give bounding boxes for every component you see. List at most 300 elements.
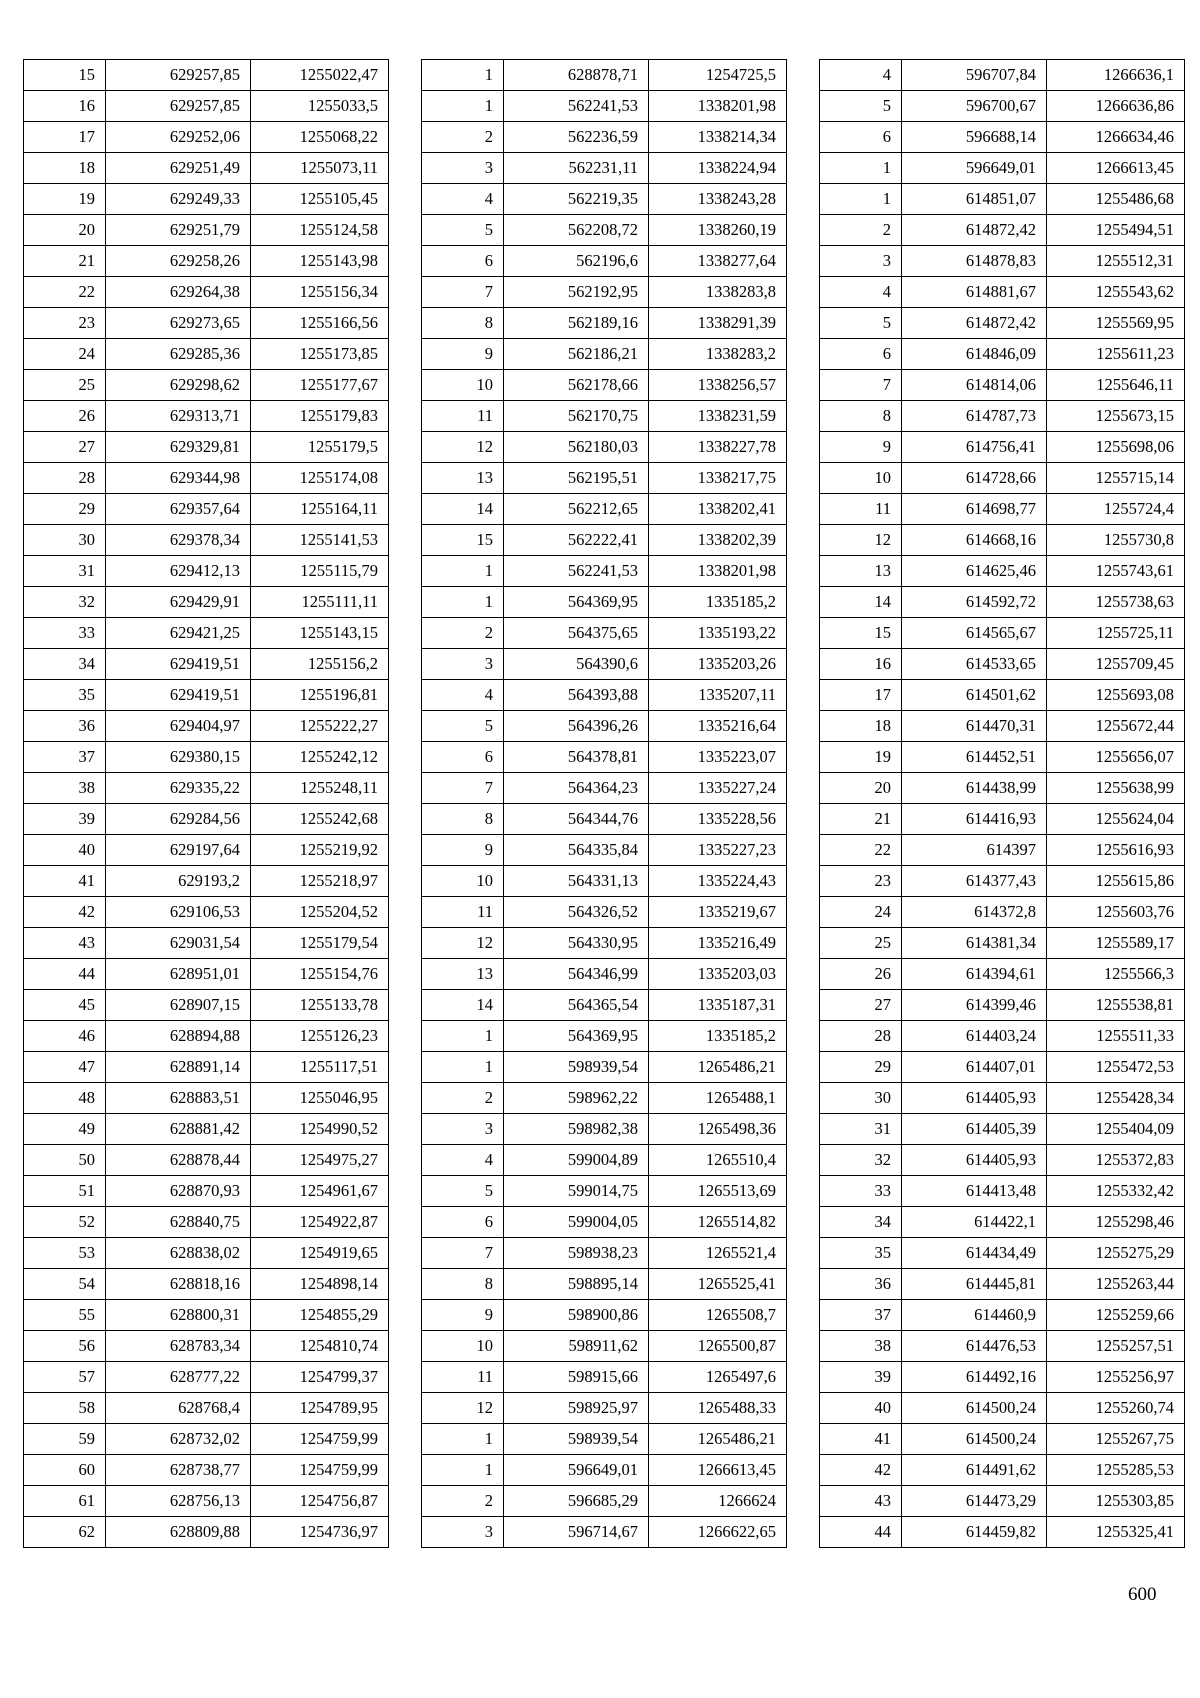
- y-coordinate-cell: 1255179,54: [251, 928, 389, 959]
- x-coordinate-cell: 628894,88: [106, 1021, 251, 1052]
- point-number-cell: 3: [422, 1517, 504, 1548]
- table-row: [24, 1238, 389, 1269]
- y-coordinate-cell: 1255174,08: [251, 463, 389, 494]
- y-coordinate-cell: 1335207,11: [649, 680, 787, 711]
- x-coordinate-cell: 614416,93: [902, 804, 1047, 835]
- point-number-cell: 1: [820, 184, 902, 215]
- point-number-cell: 19: [24, 184, 106, 215]
- table-row: [820, 742, 1185, 773]
- y-coordinate-cell: 1338201,98: [649, 91, 787, 122]
- table-row: [24, 1331, 389, 1362]
- point-number-cell: 11: [820, 494, 902, 525]
- x-coordinate-cell: 629329,81: [106, 432, 251, 463]
- point-number-cell: 12: [422, 432, 504, 463]
- y-coordinate-cell: 1338283,2: [649, 339, 787, 370]
- x-coordinate-cell: 614501,62: [902, 680, 1047, 711]
- table-row: [24, 1207, 389, 1238]
- y-coordinate-cell: 1335223,07: [649, 742, 787, 773]
- y-coordinate-cell: 1255511,33: [1047, 1021, 1185, 1052]
- y-coordinate-cell: 1254725,5: [649, 60, 787, 91]
- point-number-cell: 42: [820, 1455, 902, 1486]
- point-number-cell: 13: [820, 556, 902, 587]
- coordinates-table-2: [421, 59, 787, 1548]
- x-coordinate-cell: 614405,93: [902, 1083, 1047, 1114]
- x-coordinate-cell: 614452,51: [902, 742, 1047, 773]
- x-coordinate-cell: 614814,06: [902, 370, 1047, 401]
- y-coordinate-cell: 1335185,2: [649, 1021, 787, 1052]
- x-coordinate-cell: 598925,97: [504, 1393, 649, 1424]
- y-coordinate-cell: 1265488,1: [649, 1083, 787, 1114]
- y-coordinate-cell: 1255166,56: [251, 308, 389, 339]
- y-coordinate-cell: 1255242,68: [251, 804, 389, 835]
- table-row: [422, 1362, 787, 1393]
- x-coordinate-cell: 614592,72: [902, 587, 1047, 618]
- table-row: [820, 959, 1185, 990]
- x-coordinate-cell: 614438,99: [902, 773, 1047, 804]
- y-coordinate-cell: 1338231,59: [649, 401, 787, 432]
- table-row: [820, 866, 1185, 897]
- table-row: [24, 742, 389, 773]
- table-row: [24, 122, 389, 153]
- point-number-cell: 33: [24, 618, 106, 649]
- x-coordinate-cell: 614500,24: [902, 1424, 1047, 1455]
- x-coordinate-cell: 614500,24: [902, 1393, 1047, 1424]
- point-number-cell: 10: [422, 1331, 504, 1362]
- point-number-cell: 44: [820, 1517, 902, 1548]
- point-number-cell: 20: [24, 215, 106, 246]
- y-coordinate-cell: 1265488,33: [649, 1393, 787, 1424]
- x-coordinate-cell: 614787,73: [902, 401, 1047, 432]
- y-coordinate-cell: 1265525,41: [649, 1269, 787, 1300]
- x-coordinate-cell: 628818,16: [106, 1269, 251, 1300]
- table-row: [422, 494, 787, 525]
- table-row: [820, 1052, 1185, 1083]
- x-coordinate-cell: 564330,95: [504, 928, 649, 959]
- y-coordinate-cell: 1255219,92: [251, 835, 389, 866]
- table-row: [820, 773, 1185, 804]
- y-coordinate-cell: 1255730,8: [1047, 525, 1185, 556]
- point-number-cell: 30: [24, 525, 106, 556]
- point-number-cell: 9: [820, 432, 902, 463]
- y-coordinate-cell: 1255298,46: [1047, 1207, 1185, 1238]
- table-row: [820, 1145, 1185, 1176]
- table-row: [24, 866, 389, 897]
- point-number-cell: 22: [820, 835, 902, 866]
- table-row: [422, 1114, 787, 1145]
- point-number-cell: 15: [24, 60, 106, 91]
- x-coordinate-cell: 614399,46: [902, 990, 1047, 1021]
- y-coordinate-cell: 1254756,87: [251, 1486, 389, 1517]
- y-coordinate-cell: 1255267,75: [1047, 1424, 1185, 1455]
- y-coordinate-cell: 1265497,6: [649, 1362, 787, 1393]
- y-coordinate-cell: 1255673,15: [1047, 401, 1185, 432]
- x-coordinate-cell: 629249,33: [106, 184, 251, 215]
- y-coordinate-cell: 1255257,51: [1047, 1331, 1185, 1362]
- table-row: [422, 1393, 787, 1424]
- x-coordinate-cell: 614491,62: [902, 1455, 1047, 1486]
- y-coordinate-cell: 1255256,97: [1047, 1362, 1185, 1393]
- table-row: [422, 1486, 787, 1517]
- point-number-cell: 4: [422, 184, 504, 215]
- table-row: [820, 339, 1185, 370]
- x-coordinate-cell: 614403,24: [902, 1021, 1047, 1052]
- x-coordinate-cell: 629344,98: [106, 463, 251, 494]
- x-coordinate-cell: 629429,91: [106, 587, 251, 618]
- table-row: [422, 1331, 787, 1362]
- y-coordinate-cell: 1254736,97: [251, 1517, 389, 1548]
- x-coordinate-cell: 614533,65: [902, 649, 1047, 680]
- y-coordinate-cell: 1255372,83: [1047, 1145, 1185, 1176]
- table-row: [820, 835, 1185, 866]
- table-row: [820, 277, 1185, 308]
- x-coordinate-cell: 614473,29: [902, 1486, 1047, 1517]
- point-number-cell: 29: [24, 494, 106, 525]
- y-coordinate-cell: 1254855,29: [251, 1300, 389, 1331]
- y-coordinate-cell: 1338202,39: [649, 525, 787, 556]
- y-coordinate-cell: 1335185,2: [649, 587, 787, 618]
- y-coordinate-cell: 1255589,17: [1047, 928, 1185, 959]
- point-number-cell: 1: [422, 1424, 504, 1455]
- y-coordinate-cell: 1255179,83: [251, 401, 389, 432]
- table-row: [422, 339, 787, 370]
- table-row: [422, 1269, 787, 1300]
- table-row: [422, 1517, 787, 1548]
- y-coordinate-cell: 1335224,43: [649, 866, 787, 897]
- x-coordinate-cell: 562219,35: [504, 184, 649, 215]
- x-coordinate-cell: 562189,16: [504, 308, 649, 339]
- y-coordinate-cell: 1255124,58: [251, 215, 389, 246]
- x-coordinate-cell: 596685,29: [504, 1486, 649, 1517]
- table-row: [422, 897, 787, 928]
- y-coordinate-cell: 1265510,4: [649, 1145, 787, 1176]
- y-coordinate-cell: 1255046,95: [251, 1083, 389, 1114]
- y-coordinate-cell: 1266624: [649, 1486, 787, 1517]
- point-number-cell: 38: [820, 1331, 902, 1362]
- y-coordinate-cell: 1255196,81: [251, 680, 389, 711]
- point-number-cell: 24: [24, 339, 106, 370]
- x-coordinate-cell: 599014,75: [504, 1176, 649, 1207]
- y-coordinate-cell: 1335219,67: [649, 897, 787, 928]
- point-number-cell: 2: [422, 1083, 504, 1114]
- y-coordinate-cell: 1338217,75: [649, 463, 787, 494]
- point-number-cell: 1: [422, 91, 504, 122]
- y-coordinate-cell: 1255173,85: [251, 339, 389, 370]
- point-number-cell: 3: [422, 1114, 504, 1145]
- x-coordinate-cell: 564335,84: [504, 835, 649, 866]
- table-row: [422, 1052, 787, 1083]
- y-coordinate-cell: 1255115,79: [251, 556, 389, 587]
- y-coordinate-cell: 1255743,61: [1047, 556, 1185, 587]
- x-coordinate-cell: 614470,31: [902, 711, 1047, 742]
- x-coordinate-cell: 614394,61: [902, 959, 1047, 990]
- x-coordinate-cell: 614728,66: [902, 463, 1047, 494]
- table-row: [24, 804, 389, 835]
- y-coordinate-cell: 1335193,22: [649, 618, 787, 649]
- table-row: [24, 1021, 389, 1052]
- y-coordinate-cell: 1338224,94: [649, 153, 787, 184]
- point-number-cell: 54: [24, 1269, 106, 1300]
- y-coordinate-cell: 1255404,09: [1047, 1114, 1185, 1145]
- table-row: [820, 711, 1185, 742]
- y-coordinate-cell: 1254922,87: [251, 1207, 389, 1238]
- table-row: [24, 401, 389, 432]
- table-row: [820, 308, 1185, 339]
- point-number-cell: 12: [820, 525, 902, 556]
- y-coordinate-cell: 1338227,78: [649, 432, 787, 463]
- point-number-cell: 1: [422, 1052, 504, 1083]
- point-number-cell: 8: [820, 401, 902, 432]
- point-number-cell: 1: [422, 1455, 504, 1486]
- point-number-cell: 8: [422, 1269, 504, 1300]
- table-row: [24, 339, 389, 370]
- table-row: [24, 60, 389, 91]
- point-number-cell: 15: [422, 525, 504, 556]
- table-row: [24, 1424, 389, 1455]
- x-coordinate-cell: 614851,07: [902, 184, 1047, 215]
- table-row: [24, 153, 389, 184]
- y-coordinate-cell: 1255259,66: [1047, 1300, 1185, 1331]
- y-coordinate-cell: 1254759,99: [251, 1424, 389, 1455]
- x-coordinate-cell: 629273,65: [106, 308, 251, 339]
- x-coordinate-cell: 596688,14: [902, 122, 1047, 153]
- x-coordinate-cell: 628840,75: [106, 1207, 251, 1238]
- point-number-cell: 10: [422, 866, 504, 897]
- table-row: [820, 1083, 1185, 1114]
- y-coordinate-cell: 1255698,06: [1047, 432, 1185, 463]
- table-row: [820, 1424, 1185, 1455]
- y-coordinate-cell: 1335203,03: [649, 959, 787, 990]
- y-coordinate-cell: 1255117,51: [251, 1052, 389, 1083]
- table-row: [820, 1331, 1185, 1362]
- y-coordinate-cell: 1255486,68: [1047, 184, 1185, 215]
- table-row: [24, 1393, 389, 1424]
- y-coordinate-cell: 1255738,63: [1047, 587, 1185, 618]
- table-row: [24, 1083, 389, 1114]
- x-coordinate-cell: 596700,67: [902, 91, 1047, 122]
- y-coordinate-cell: 1255143,15: [251, 618, 389, 649]
- x-coordinate-cell: 628870,93: [106, 1176, 251, 1207]
- point-number-cell: 6: [820, 122, 902, 153]
- point-number-cell: 6: [422, 246, 504, 277]
- x-coordinate-cell: 596649,01: [504, 1455, 649, 1486]
- x-coordinate-cell: 598938,23: [504, 1238, 649, 1269]
- y-coordinate-cell: 1335203,26: [649, 649, 787, 680]
- point-number-cell: 45: [24, 990, 106, 1021]
- point-number-cell: 60: [24, 1455, 106, 1486]
- x-coordinate-cell: 614445,81: [902, 1269, 1047, 1300]
- table-row: [422, 401, 787, 432]
- point-number-cell: 5: [422, 215, 504, 246]
- y-coordinate-cell: 1255512,31: [1047, 246, 1185, 277]
- y-coordinate-cell: 1255248,11: [251, 773, 389, 804]
- y-coordinate-cell: 1255126,23: [251, 1021, 389, 1052]
- x-coordinate-cell: 596707,84: [902, 60, 1047, 91]
- point-number-cell: 4: [820, 60, 902, 91]
- point-number-cell: 49: [24, 1114, 106, 1145]
- point-number-cell: 40: [820, 1393, 902, 1424]
- table-row: [422, 990, 787, 1021]
- point-number-cell: 16: [24, 91, 106, 122]
- point-number-cell: 7: [422, 1238, 504, 1269]
- x-coordinate-cell: 629298,62: [106, 370, 251, 401]
- table-row: [422, 1455, 787, 1486]
- table-row: [820, 91, 1185, 122]
- table-row: [422, 1176, 787, 1207]
- x-coordinate-cell: 628891,14: [106, 1052, 251, 1083]
- y-coordinate-cell: 1338243,28: [649, 184, 787, 215]
- table-row: [820, 928, 1185, 959]
- y-coordinate-cell: 1255179,5: [251, 432, 389, 463]
- table-row: [422, 1238, 787, 1269]
- table-row: [24, 959, 389, 990]
- table-row: [422, 587, 787, 618]
- x-coordinate-cell: 629284,56: [106, 804, 251, 835]
- y-coordinate-cell: 1338202,41: [649, 494, 787, 525]
- point-number-cell: 21: [24, 246, 106, 277]
- point-number-cell: 11: [422, 1362, 504, 1393]
- table-row: [820, 215, 1185, 246]
- y-coordinate-cell: 1255472,53: [1047, 1052, 1185, 1083]
- point-number-cell: 6: [422, 742, 504, 773]
- table-row: [820, 587, 1185, 618]
- table-row: [820, 1021, 1185, 1052]
- table-row: [820, 990, 1185, 1021]
- table-row: [24, 1300, 389, 1331]
- y-coordinate-cell: 1255715,14: [1047, 463, 1185, 494]
- x-coordinate-cell: 614460,9: [902, 1300, 1047, 1331]
- y-coordinate-cell: 1255543,62: [1047, 277, 1185, 308]
- point-number-cell: 27: [820, 990, 902, 1021]
- table-row: [422, 773, 787, 804]
- table-row: [820, 680, 1185, 711]
- x-coordinate-cell: 614881,67: [902, 277, 1047, 308]
- table-row: [820, 60, 1185, 91]
- x-coordinate-cell: 562241,53: [504, 556, 649, 587]
- table-row: [820, 370, 1185, 401]
- x-coordinate-cell: 564375,65: [504, 618, 649, 649]
- point-number-cell: 3: [820, 246, 902, 277]
- x-coordinate-cell: 564393,88: [504, 680, 649, 711]
- y-coordinate-cell: 1338260,19: [649, 215, 787, 246]
- point-number-cell: 5: [820, 91, 902, 122]
- table-row: [24, 184, 389, 215]
- y-coordinate-cell: 1255285,53: [1047, 1455, 1185, 1486]
- point-number-cell: 1: [820, 153, 902, 184]
- point-number-cell: 13: [422, 463, 504, 494]
- point-number-cell: 26: [820, 959, 902, 990]
- table-row: [24, 990, 389, 1021]
- point-number-cell: 1: [422, 1021, 504, 1052]
- x-coordinate-cell: 564378,81: [504, 742, 649, 773]
- x-coordinate-cell: 628809,88: [106, 1517, 251, 1548]
- point-number-cell: 39: [24, 804, 106, 835]
- y-coordinate-cell: 1338256,57: [649, 370, 787, 401]
- table-row: [422, 866, 787, 897]
- x-coordinate-cell: 629419,51: [106, 680, 251, 711]
- point-number-cell: 15: [820, 618, 902, 649]
- point-number-cell: 2: [422, 1486, 504, 1517]
- x-coordinate-cell: 614459,82: [902, 1517, 1047, 1548]
- point-number-cell: 3: [422, 649, 504, 680]
- table-row: [422, 711, 787, 742]
- table-row: [820, 1207, 1185, 1238]
- x-coordinate-cell: 564396,26: [504, 711, 649, 742]
- table-row: [24, 525, 389, 556]
- x-coordinate-cell: 598895,14: [504, 1269, 649, 1300]
- point-number-cell: 27: [24, 432, 106, 463]
- y-coordinate-cell: 1255068,22: [251, 122, 389, 153]
- x-coordinate-cell: 628783,34: [106, 1331, 251, 1362]
- point-number-cell: 57: [24, 1362, 106, 1393]
- x-coordinate-cell: 562195,51: [504, 463, 649, 494]
- x-coordinate-cell: 614377,43: [902, 866, 1047, 897]
- x-coordinate-cell: 598962,22: [504, 1083, 649, 1114]
- y-coordinate-cell: 1255133,78: [251, 990, 389, 1021]
- table-row: [820, 246, 1185, 277]
- point-number-cell: 25: [820, 928, 902, 959]
- x-coordinate-cell: 629258,26: [106, 246, 251, 277]
- point-number-cell: 9: [422, 1300, 504, 1331]
- y-coordinate-cell: 1265500,87: [649, 1331, 787, 1362]
- table-row: [24, 556, 389, 587]
- table-row: [422, 91, 787, 122]
- y-coordinate-cell: 1265486,21: [649, 1424, 787, 1455]
- y-coordinate-cell: 1255494,51: [1047, 215, 1185, 246]
- table-row: [24, 277, 389, 308]
- table-row: [24, 1052, 389, 1083]
- point-number-cell: 28: [24, 463, 106, 494]
- x-coordinate-cell: 628878,71: [504, 60, 649, 91]
- x-coordinate-cell: 629357,64: [106, 494, 251, 525]
- point-number-cell: 44: [24, 959, 106, 990]
- y-coordinate-cell: 1254990,52: [251, 1114, 389, 1145]
- x-coordinate-cell: 629335,22: [106, 773, 251, 804]
- y-coordinate-cell: 1265498,36: [649, 1114, 787, 1145]
- table-row: [422, 1083, 787, 1114]
- point-number-cell: 4: [820, 277, 902, 308]
- x-coordinate-cell: 614698,77: [902, 494, 1047, 525]
- point-number-cell: 8: [422, 308, 504, 339]
- point-number-cell: 14: [422, 494, 504, 525]
- x-coordinate-cell: 614846,09: [902, 339, 1047, 370]
- point-number-cell: 48: [24, 1083, 106, 1114]
- y-coordinate-cell: 1255611,23: [1047, 339, 1185, 370]
- table-row: [820, 153, 1185, 184]
- x-coordinate-cell: 629251,79: [106, 215, 251, 246]
- table-row: [820, 1238, 1185, 1269]
- y-coordinate-cell: 1255141,53: [251, 525, 389, 556]
- y-coordinate-cell: 1255624,04: [1047, 804, 1185, 835]
- x-coordinate-cell: 628777,22: [106, 1362, 251, 1393]
- x-coordinate-cell: 629419,51: [106, 649, 251, 680]
- y-coordinate-cell: 1338291,39: [649, 308, 787, 339]
- y-coordinate-cell: 1255428,34: [1047, 1083, 1185, 1114]
- point-number-cell: 13: [422, 959, 504, 990]
- x-coordinate-cell: 629257,85: [106, 60, 251, 91]
- x-coordinate-cell: 562186,21: [504, 339, 649, 370]
- y-coordinate-cell: 1335216,49: [649, 928, 787, 959]
- point-number-cell: 17: [820, 680, 902, 711]
- point-number-cell: 61: [24, 1486, 106, 1517]
- table-row: [422, 742, 787, 773]
- table-row: [820, 649, 1185, 680]
- x-coordinate-cell: 614872,42: [902, 308, 1047, 339]
- y-coordinate-cell: 1254799,37: [251, 1362, 389, 1393]
- table-row: [24, 711, 389, 742]
- point-number-cell: 9: [422, 835, 504, 866]
- point-number-cell: 12: [422, 928, 504, 959]
- x-coordinate-cell: 598939,54: [504, 1424, 649, 1455]
